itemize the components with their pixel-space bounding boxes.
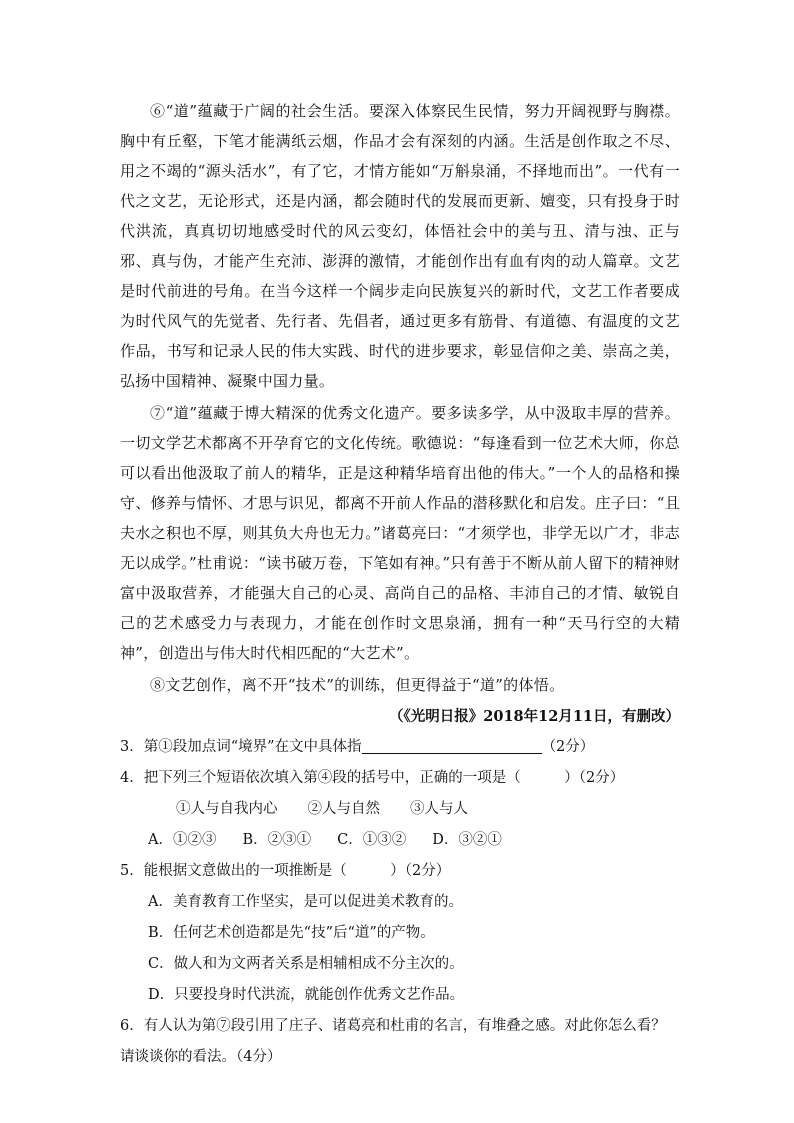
option-d[interactable]: D．③②①: [432, 832, 502, 848]
option-b[interactable]: B．②③①: [242, 832, 312, 848]
question-6: 6．有人认为第⑦段引用了庄子、诸葛亮和杜甫的名言，有堆叠之感。对此你怎么看？请谈谈你的看法。（4分）: [120, 1018, 666, 1065]
option-c[interactable]: C．做人和为文两者关系是相辅相成不分主次的。: [148, 956, 464, 972]
paragraph-8: ⑧文艺创作，离不开“技术”的训练，但更得益于“道”的体悟。: [150, 676, 565, 694]
question-3-score: （2分）: [541, 739, 595, 755]
phrase-item: ②人与自然: [307, 801, 380, 817]
answer-blank[interactable]: [362, 735, 542, 754]
question-4: 4．把下列三个短语依次填入第④段的括号中，正确的一项是（ ）（2分）: [120, 770, 625, 786]
phrase-list: [120, 794, 680, 825]
paragraph-6: ⑥“道”蕴藏于广阔的社会生活。要深入体察民生民情，努力开阔视野与胸襟。胸中有丘壑，下笔才能满纸云烟，作品才会有深刻的内涵。生活是创作取之不尽、用之不竭的“源头活水”，有了它，才情方能如“万斛泉涌，不择地而出”。一代有一代之文艺，无论形式，还是内涵，都会随时代的发展而更新、嬗变，只有投身于时代洪流，真真切切地感受时代的风云变幻，体悟社会中的美与丑、清与浊、正与邪、真与伪，才能产生充沛、澎湃的激情，才能创作出有血有肉的动人篇章。文艺是时代前进的号角。在当今这样一个阔步走向民族复兴的新时代，文艺工作者要成为时代风气的先觉者、先行者、先倡者，通过更多有筋骨、有道德、有温度的文艺作品，书写和记录人民的伟大实践、时代的进步要求，彰显信仰之美、崇高之美，弘扬中国精神、凝聚中国力量。: [120, 102, 680, 390]
option-a[interactable]: A．美育教育工作坚实，是可以促进美术教育的。: [148, 894, 463, 910]
phrase-item: ①人与自我内心: [176, 801, 278, 817]
document-page: [120, 96, 680, 1073]
paragraph-7: ⑦“道”蕴藏于博大精深的优秀文化遗产。要多读多学，从中汲取丰厚的营养。一切文学艺术都离不开孕育它的文化传统。歌德说：“每逢看到一位艺术大师，你总可以看出他汲取了前人的精华，正是这种精华培育出他的伟大。”一个人的品格和操守、修养与情怀、才思与识见，都离不开前人作品的潜移默化和启发。庄子曰：“且夫水之积也不厚，则其负大舟也无力。”诸葛亮曰：“才须学也，非学无以广才，非志无以成学。”杜甫说：“读书破万卷，下笔如有神。”只有善于不断从前人留下的精神财富中汲取营养，才能强大自己的心灵、高尚自己的品格、丰沛自己的才情、敏锐自己的艺术感受力与表现力，才能在创作时文思泉涌，拥有一种“天马行空的大精神”，创造出与伟大时代相匹配的“大艺术”。: [120, 404, 680, 662]
question-5: 5．能根据文意做出的一项推断是（ ）（2分）: [120, 863, 451, 879]
question-4-options: [120, 825, 680, 856]
phrase-item: ③人与人: [410, 801, 468, 817]
question-3: [120, 732, 680, 763]
source-citation: （《光明日报》2018年12月11日，有删改）: [389, 708, 680, 725]
option-c[interactable]: C．①③②: [337, 832, 407, 848]
option-d[interactable]: D．只要投身时代洪流，就能创作优秀文艺作品。: [148, 987, 465, 1003]
option-b[interactable]: B．任何艺术创造都是先“技”后“道”的产物。: [148, 925, 435, 941]
option-a[interactable]: A．①②③: [148, 832, 217, 848]
question-3-text: 3．第①段加点词“境界”在文中具体指: [120, 739, 362, 755]
